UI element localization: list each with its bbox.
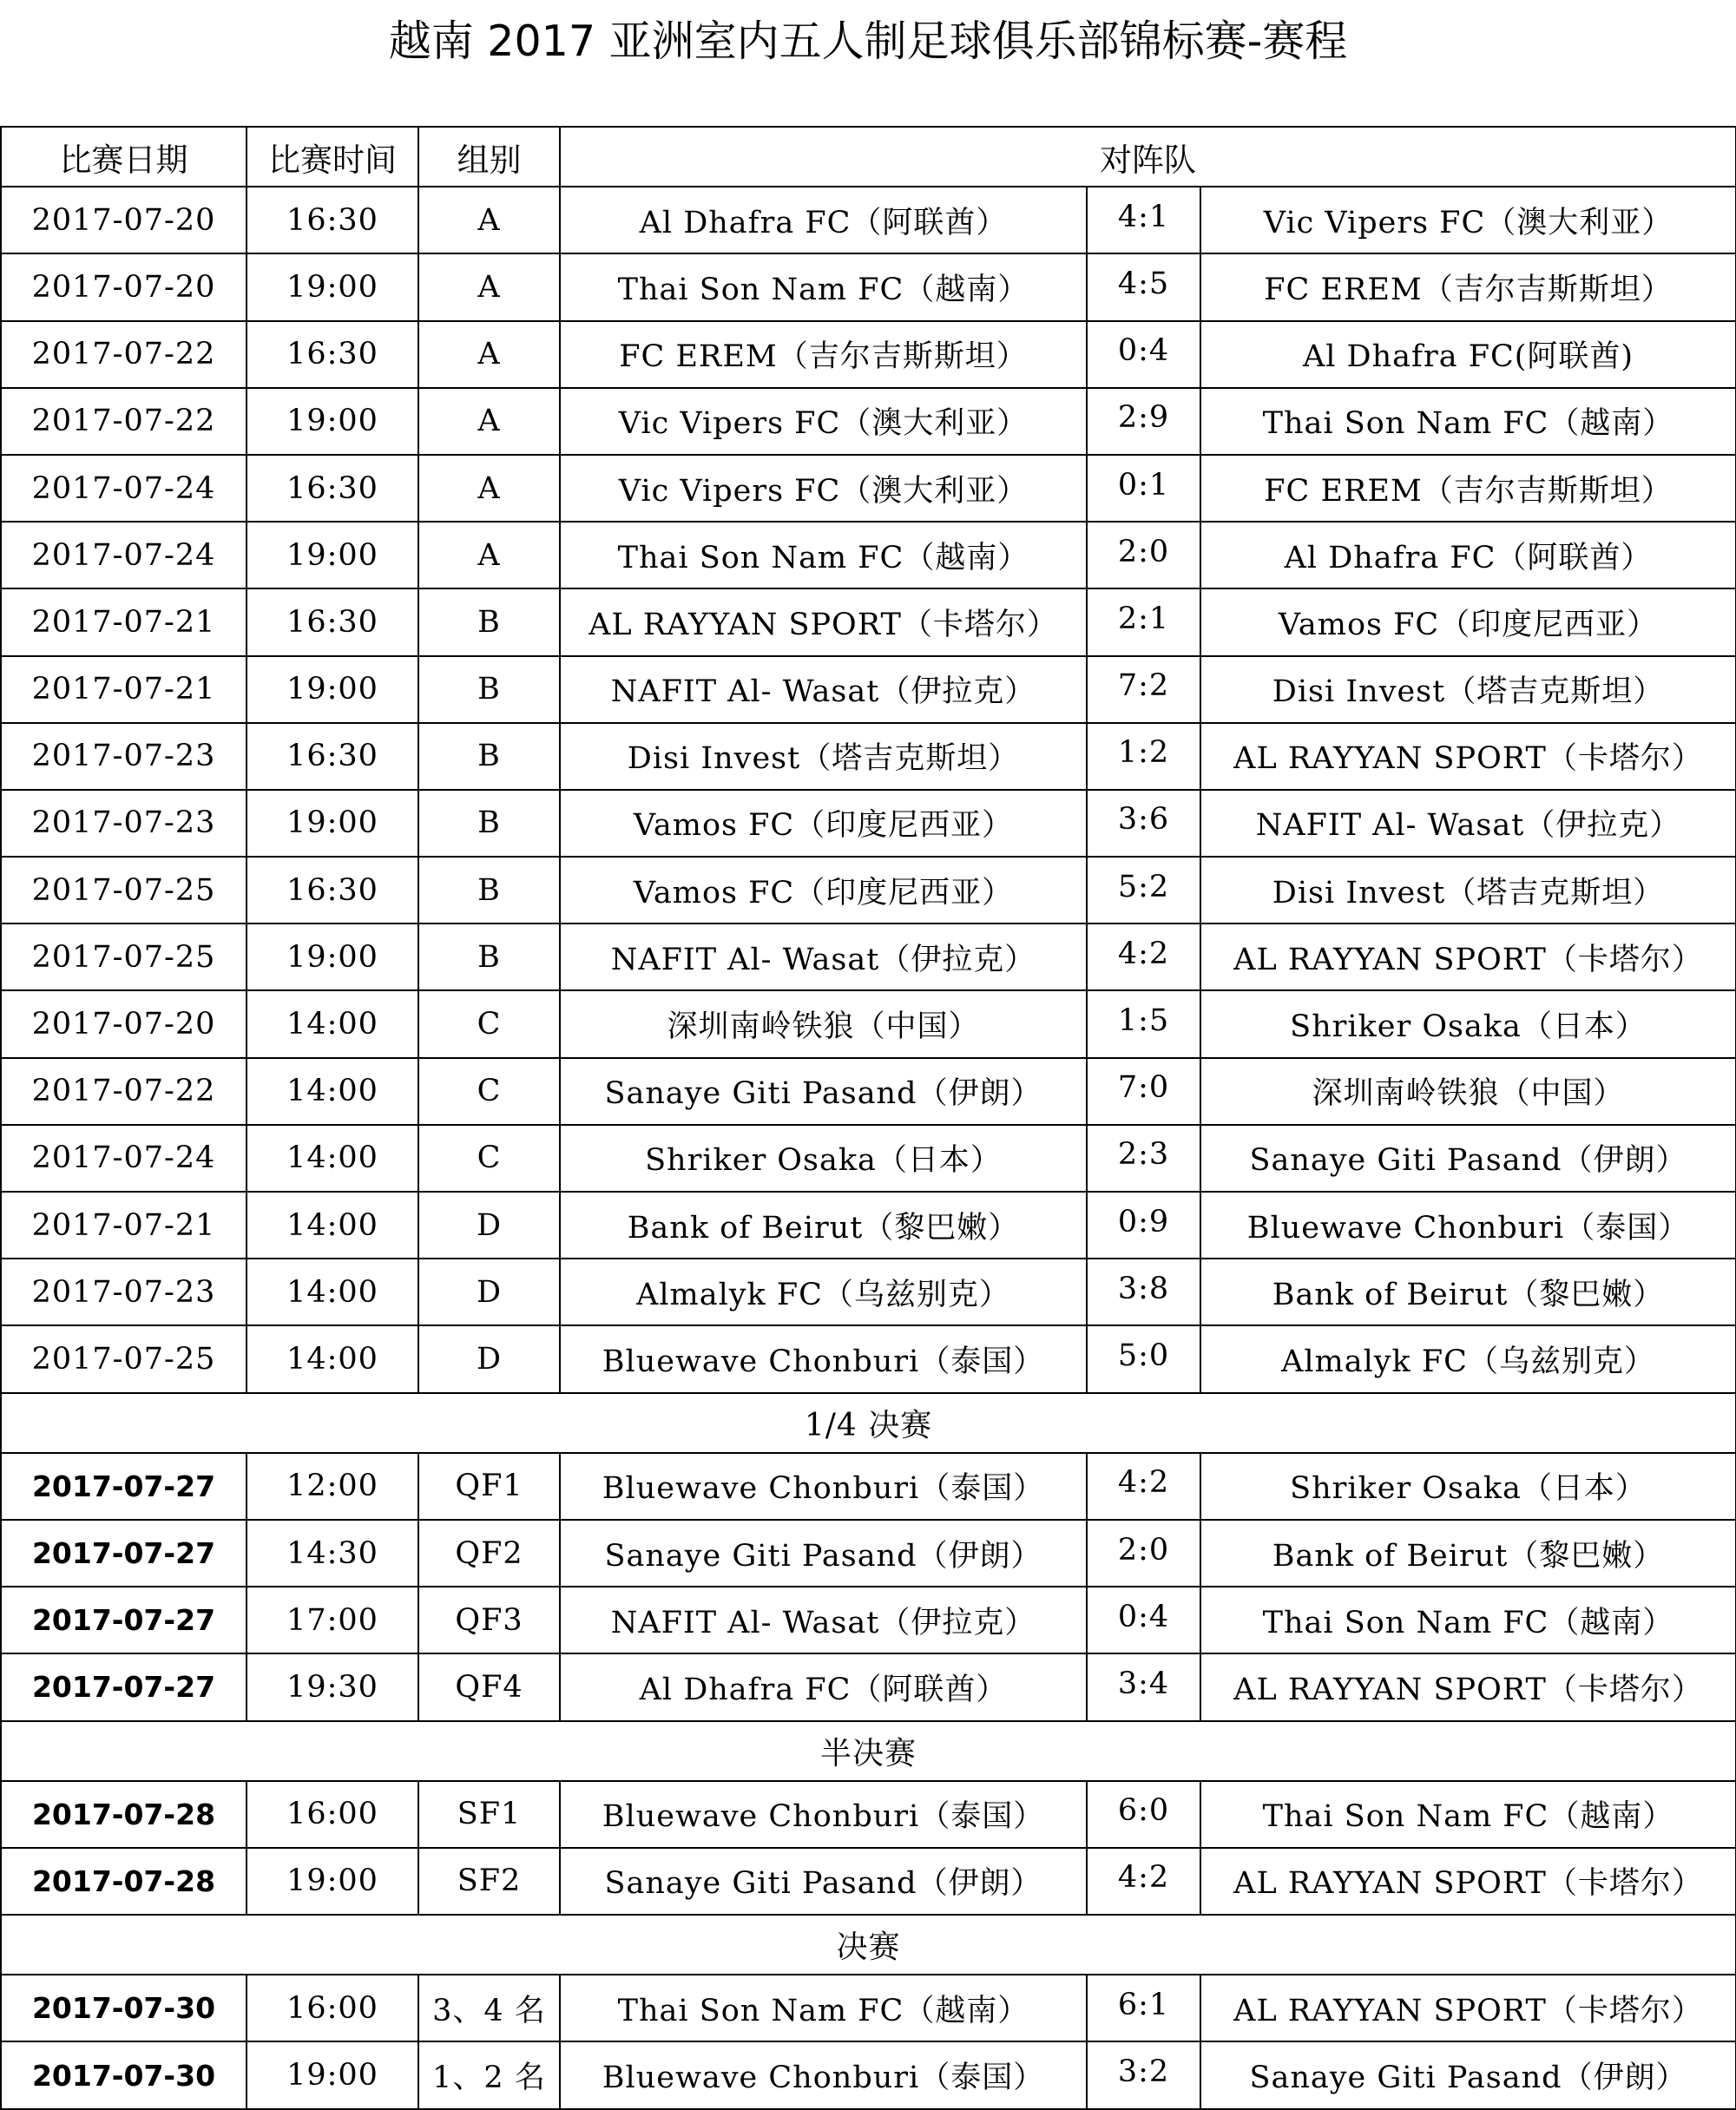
match-group: B xyxy=(418,857,560,924)
home-team: Bluewave Chonburi（泰国） xyxy=(560,1453,1087,1520)
away-team: AL RAYYAN SPORT（卡塔尔） xyxy=(1200,1653,1736,1720)
match-group: 3、4 名 xyxy=(418,1975,560,2041)
match-score: 3:2 xyxy=(1087,2041,1200,2108)
match-group: D xyxy=(418,1259,560,1325)
match-time: 19:00 xyxy=(247,1848,418,1915)
match-score: 4:2 xyxy=(1087,1848,1200,1915)
match-score: 6:1 xyxy=(1087,1975,1200,2041)
match-time: 19:00 xyxy=(247,924,418,990)
table-row xyxy=(1,253,1736,320)
match-date: 2017-07-23 xyxy=(1,790,247,857)
match-date: 2017-07-28 xyxy=(1,1781,247,1848)
table-row xyxy=(1,1520,1736,1587)
table-row xyxy=(1,1453,1736,1520)
match-time: 16:30 xyxy=(247,187,418,253)
table-row xyxy=(1,455,1736,522)
match-time: 16:30 xyxy=(247,321,418,388)
match-time: 14:00 xyxy=(247,990,418,1057)
page-title: 越南 2017 亚洲室内五人制足球俱乐部锦标赛-赛程 xyxy=(388,16,1348,66)
away-team: FC EREM（吉尔吉斯斯坦） xyxy=(1200,253,1736,320)
table-row xyxy=(1,1848,1736,1915)
match-score: 4:5 xyxy=(1087,253,1200,320)
match-group: 1、2 名 xyxy=(418,2041,560,2108)
match-group: A xyxy=(418,455,560,522)
home-team: NAFIT Al- Wasat（伊拉克） xyxy=(560,924,1087,990)
away-team: 深圳南岭铁狼（中国） xyxy=(1200,1058,1736,1125)
match-date: 2017-07-30 xyxy=(1,2041,247,2108)
match-date: 2017-07-22 xyxy=(1,1058,247,1125)
match-group: QF3 xyxy=(418,1587,560,1653)
match-date: 2017-07-24 xyxy=(1,522,247,588)
table-row xyxy=(1,723,1736,790)
table-row xyxy=(1,1587,1736,1653)
match-date: 2017-07-22 xyxy=(1,321,247,388)
match-score: 6:0 xyxy=(1087,1781,1200,1848)
match-time: 19:00 xyxy=(247,790,418,857)
away-team: Disi Invest（塔吉克斯坦） xyxy=(1200,656,1736,723)
match-score: 2:0 xyxy=(1087,522,1200,588)
table-row xyxy=(1,990,1736,1057)
match-group: B xyxy=(418,656,560,723)
match-score: 0:1 xyxy=(1087,455,1200,522)
away-team: AL RAYYAN SPORT（卡塔尔） xyxy=(1200,924,1736,990)
away-team: AL RAYYAN SPORT（卡塔尔） xyxy=(1200,723,1736,790)
match-score: 3:6 xyxy=(1087,790,1200,857)
home-team: Thai Son Nam FC（越南） xyxy=(560,1975,1087,2041)
match-score: 3:8 xyxy=(1087,1259,1200,1325)
table-row xyxy=(1,1192,1736,1259)
match-date: 2017-07-30 xyxy=(1,1975,247,2041)
match-time: 19:00 xyxy=(247,522,418,588)
away-team: Thai Son Nam FC（越南） xyxy=(1200,1587,1736,1653)
match-score: 5:2 xyxy=(1087,857,1200,924)
match-score: 2:1 xyxy=(1087,588,1200,655)
match-date: 2017-07-23 xyxy=(1,1259,247,1325)
home-team: Bluewave Chonburi（泰国） xyxy=(560,2041,1087,2108)
home-team: Al Dhafra FC（阿联酋） xyxy=(560,1653,1087,1720)
table-row xyxy=(1,1975,1736,2041)
match-time: 19:00 xyxy=(247,253,418,320)
away-team: Thai Son Nam FC（越南） xyxy=(1200,1781,1736,1848)
match-date: 2017-07-23 xyxy=(1,723,247,790)
match-date: 2017-07-25 xyxy=(1,857,247,924)
match-time: 19:00 xyxy=(247,388,418,455)
match-time: 16:00 xyxy=(247,1781,418,1848)
match-date: 2017-07-27 xyxy=(1,1587,247,1653)
match-date: 2017-07-24 xyxy=(1,455,247,522)
away-team: AL RAYYAN SPORT（卡塔尔） xyxy=(1200,1848,1736,1915)
match-score: 5:0 xyxy=(1087,1325,1200,1392)
home-team: Al Dhafra FC（阿联酋） xyxy=(560,187,1087,253)
match-time: 19:00 xyxy=(247,2041,418,2108)
schedule-body xyxy=(1,127,1736,2109)
table-row xyxy=(1,857,1736,924)
match-group: C xyxy=(418,990,560,1057)
match-group: D xyxy=(418,1325,560,1392)
stage-row xyxy=(1,1915,1736,1975)
home-team: Sanaye Giti Pasand（伊朗） xyxy=(560,1848,1087,1915)
match-score: 1:2 xyxy=(1087,723,1200,790)
table-row xyxy=(1,1058,1736,1125)
match-score: 4:2 xyxy=(1087,924,1200,990)
away-team: Sanaye Giti Pasand（伊朗） xyxy=(1200,1125,1736,1192)
table-row xyxy=(1,321,1736,388)
match-group: A xyxy=(418,253,560,320)
match-score: 1:5 xyxy=(1087,990,1200,1057)
match-group: QF4 xyxy=(418,1653,560,1720)
table-row xyxy=(1,588,1736,655)
home-team: Thai Son Nam FC（越南） xyxy=(560,253,1087,320)
match-group: QF2 xyxy=(418,1520,560,1587)
table-row xyxy=(1,1259,1736,1325)
match-group: SF2 xyxy=(418,1848,560,1915)
away-team: Al Dhafra FC(阿联酋) xyxy=(1200,321,1736,388)
match-time: 16:00 xyxy=(247,1975,418,2041)
header-group: 组别 xyxy=(418,127,560,187)
match-score: 2:3 xyxy=(1087,1125,1200,1192)
match-time: 19:30 xyxy=(247,1653,418,1720)
match-score: 0:4 xyxy=(1087,321,1200,388)
match-time: 16:30 xyxy=(247,455,418,522)
match-date: 2017-07-20 xyxy=(1,990,247,1057)
away-team: Sanaye Giti Pasand（伊朗） xyxy=(1200,2041,1736,2108)
home-team: Disi Invest（塔吉克斯坦） xyxy=(560,723,1087,790)
home-team: Almalyk FC（乌兹别克） xyxy=(560,1259,1087,1325)
table-row xyxy=(1,790,1736,857)
match-time: 16:30 xyxy=(247,857,418,924)
header-time: 比赛时间 xyxy=(247,127,418,187)
away-team: NAFIT Al- Wasat（伊拉克） xyxy=(1200,790,1736,857)
header-matchup: 对阵队 xyxy=(560,127,1736,187)
away-team: Thai Son Nam FC（越南） xyxy=(1200,388,1736,455)
match-score: 7:0 xyxy=(1087,1058,1200,1125)
away-team: Almalyk FC（乌兹别克） xyxy=(1200,1325,1736,1392)
stage-label: 半决赛 xyxy=(1,1721,1736,1781)
stage-row xyxy=(1,1393,1736,1453)
match-time: 17:00 xyxy=(247,1587,418,1653)
match-score: 4:1 xyxy=(1087,187,1200,253)
match-date: 2017-07-21 xyxy=(1,656,247,723)
match-score: 0:9 xyxy=(1087,1192,1200,1259)
header-row xyxy=(1,127,1736,187)
match-date: 2017-07-27 xyxy=(1,1520,247,1587)
home-team: Bluewave Chonburi（泰国） xyxy=(560,1781,1087,1848)
match-time: 14:00 xyxy=(247,1058,418,1125)
match-time: 14:00 xyxy=(247,1259,418,1325)
home-team: FC EREM（吉尔吉斯斯坦） xyxy=(560,321,1087,388)
match-date: 2017-07-24 xyxy=(1,1125,247,1192)
table-row xyxy=(1,522,1736,588)
away-team: Shriker Osaka（日本） xyxy=(1200,1453,1736,1520)
table-row xyxy=(1,388,1736,455)
match-group: C xyxy=(418,1125,560,1192)
home-team: Vamos FC（印度尼西亚） xyxy=(560,790,1087,857)
table-row xyxy=(1,1325,1736,1392)
match-group: D xyxy=(418,1192,560,1259)
match-date: 2017-07-27 xyxy=(1,1653,247,1720)
home-team: Vic Vipers FC（澳大利亚） xyxy=(560,388,1087,455)
home-team: Sanaye Giti Pasand（伊朗） xyxy=(560,1058,1087,1125)
match-group: B xyxy=(418,924,560,990)
away-team: Bluewave Chonburi（泰国） xyxy=(1200,1192,1736,1259)
away-team: FC EREM（吉尔吉斯斯坦） xyxy=(1200,455,1736,522)
match-group: B xyxy=(418,588,560,655)
match-time: 16:30 xyxy=(247,588,418,655)
match-date: 2017-07-20 xyxy=(1,253,247,320)
match-score: 2:9 xyxy=(1087,388,1200,455)
match-time: 14:00 xyxy=(247,1192,418,1259)
match-date: 2017-07-22 xyxy=(1,388,247,455)
home-team: 深圳南岭铁狼（中国） xyxy=(560,990,1087,1057)
match-group: C xyxy=(418,1058,560,1125)
home-team: Sanaye Giti Pasand（伊朗） xyxy=(560,1520,1087,1587)
home-team: AL RAYYAN SPORT（卡塔尔） xyxy=(560,588,1087,655)
match-time: 14:00 xyxy=(247,1325,418,1392)
match-group: A xyxy=(418,187,560,253)
away-team: AL RAYYAN SPORT（卡塔尔） xyxy=(1200,1975,1736,2041)
header-date: 比赛日期 xyxy=(1,127,247,187)
match-score: 4:2 xyxy=(1087,1453,1200,1520)
stage-label: 决赛 xyxy=(1,1915,1736,1975)
match-date: 2017-07-21 xyxy=(1,1192,247,1259)
away-team: Bank of Beirut（黎巴嫩） xyxy=(1200,1259,1736,1325)
home-team: Bluewave Chonburi（泰国） xyxy=(560,1325,1087,1392)
away-team: Vamos FC（印度尼西亚） xyxy=(1200,588,1736,655)
home-team: NAFIT Al- Wasat（伊拉克） xyxy=(560,656,1087,723)
home-team: NAFIT Al- Wasat（伊拉克） xyxy=(560,1587,1087,1653)
match-group: B xyxy=(418,723,560,790)
match-time: 14:00 xyxy=(247,1125,418,1192)
match-time: 14:30 xyxy=(247,1520,418,1587)
match-time: 12:00 xyxy=(247,1453,418,1520)
match-score: 7:2 xyxy=(1087,656,1200,723)
match-group: B xyxy=(418,790,560,857)
match-date: 2017-07-27 xyxy=(1,1453,247,1520)
table-row xyxy=(1,656,1736,723)
stage-row xyxy=(1,1721,1736,1781)
table-row xyxy=(1,924,1736,990)
away-team: Al Dhafra FC（阿联酋） xyxy=(1200,522,1736,588)
home-team: Bank of Beirut（黎巴嫩） xyxy=(560,1192,1087,1259)
match-date: 2017-07-21 xyxy=(1,588,247,655)
stage-label: 1/4 决赛 xyxy=(1,1393,1736,1453)
home-team: Vamos FC（印度尼西亚） xyxy=(560,857,1087,924)
table-row xyxy=(1,187,1736,253)
home-team: Thai Son Nam FC（越南） xyxy=(560,522,1087,588)
match-time: 16:30 xyxy=(247,723,418,790)
match-group: A xyxy=(418,522,560,588)
away-team: Bank of Beirut（黎巴嫩） xyxy=(1200,1520,1736,1587)
match-score: 2:0 xyxy=(1087,1520,1200,1587)
match-score: 3:4 xyxy=(1087,1653,1200,1720)
home-team: Shriker Osaka（日本） xyxy=(560,1125,1087,1192)
schedule-table xyxy=(0,126,1736,2110)
match-date: 2017-07-25 xyxy=(1,1325,247,1392)
table-row xyxy=(1,1781,1736,1848)
match-group: A xyxy=(418,321,560,388)
table-row xyxy=(1,1125,1736,1192)
table-row xyxy=(1,2041,1736,2108)
home-team: Vic Vipers FC（澳大利亚） xyxy=(560,455,1087,522)
match-time: 19:00 xyxy=(247,656,418,723)
away-team: Disi Invest（塔吉克斯坦） xyxy=(1200,857,1736,924)
away-team: Shriker Osaka（日本） xyxy=(1200,990,1736,1057)
match-date: 2017-07-25 xyxy=(1,924,247,990)
match-date: 2017-07-20 xyxy=(1,187,247,253)
away-team: Vic Vipers FC（澳大利亚） xyxy=(1200,187,1736,253)
match-date: 2017-07-28 xyxy=(1,1848,247,1915)
match-group: SF1 xyxy=(418,1781,560,1848)
match-group: QF1 xyxy=(418,1453,560,1520)
match-score: 0:4 xyxy=(1087,1587,1200,1653)
match-group: A xyxy=(418,388,560,455)
table-row xyxy=(1,1653,1736,1720)
